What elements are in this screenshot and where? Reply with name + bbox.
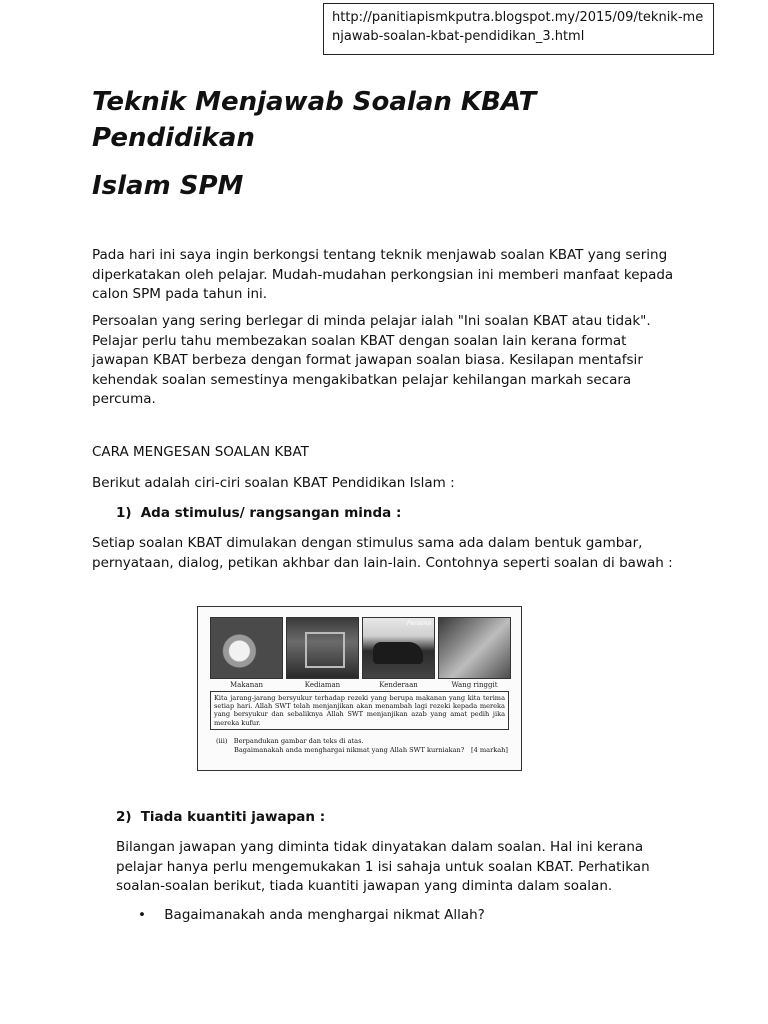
point-2-number: 2) (116, 809, 132, 825)
question-number: (iii) (216, 737, 228, 745)
second-paragraph: Persoalan yang sering berlegar di minda pelajar ialah "Ini soalan KBAT atau tidak". Pelajar perlu tahu membezakan soalan KBAT dengan soalan lain kerana format jawapan KBAT berbeza dengan format jawapan soalan biasa. Kesilapan mentafsir kehendak soalan semestinya mengakibatkan pelajar kehilangan markah secara percuma. (92, 313, 651, 407)
figure-passage: Kita jarang-jarang bersyukur terhadap rezeki yang berupa makanan yang kita terima setiap hari. Allah SWT telah menjanjikan akan menambah lagi rezeki kepada mereka yang bersyukur dan sebaliknya Allah SWT menjanjikan azab yang amat pedih jika mereka kufur. (210, 691, 509, 730)
point-2-heading (116, 808, 325, 827)
money-photo (438, 617, 511, 679)
figure-photos (210, 617, 511, 689)
section-intro: Berikut adalah ciri-ciri soalan KBAT Pendidikan Islam : (92, 475, 455, 491)
stimulus-figure (197, 606, 522, 771)
bullet-dot-icon: • (138, 907, 146, 923)
car-photo (362, 617, 435, 679)
intro-paragraph: Pada hari ini saya ingin berkongsi tentang teknik menjawab soalan KBAT yang sering diperkatakan oleh pelajar. Mudah-mudahan perkongsian ini memberi manfaat kepada calon SPM pada tahun ini. (92, 247, 674, 302)
figure-captions (210, 681, 511, 689)
car-photo-label: Persona (406, 620, 431, 627)
point-1-text: Setiap soalan KBAT dimulakan dengan stimulus sama ada dalam bentuk gambar, pernyataan, dialog, petikan akhbar dan lain-lain. Contohnya seperti soalan di bawah : (92, 535, 673, 571)
page-title-line-2: Islam SPM (92, 171, 244, 201)
page-title: Teknik Menjawab Soalan KBAT Pendidikan (92, 87, 537, 153)
point-2-text: Bilangan jawapan yang diminta tidak dinyatakan dalam soalan. Hal ini kerana pelajar hanya perlu mengemukakan 1 isi sahaja untuk soalan KBAT. Perhatikan soalan-soalan berikut, tiada kuantiti jawapan yang diminta dalam soalan. (116, 839, 650, 894)
point-1-label: Ada stimulus/ rangsangan minda : (140, 505, 402, 521)
bullet-item (138, 906, 485, 925)
section-heading: CARA MENGESAN SOALAN KBAT (92, 444, 309, 460)
point-1-number: 1) (116, 505, 132, 521)
food-photo (210, 617, 283, 679)
source-url-box[interactable]: http://panitiapismkputra.blogspot.my/2015/09/teknik-menjawab-soalan-kbat-pendidikan_3.html (323, 3, 714, 55)
house-photo (286, 617, 359, 679)
point-2-label: Tiada kuantiti jawapan : (140, 809, 326, 825)
question-line-1: Berpandukan gambar dan teks di atas. (233, 737, 364, 745)
caption-car: Kenderaan (379, 681, 418, 689)
caption-house: Kediaman (304, 681, 341, 689)
figure-question (216, 737, 508, 754)
bullet-item-text: Bagaimanakah anda menghargai nikmat Allah? (164, 907, 485, 923)
caption-money: Wang ringgit (451, 681, 498, 689)
question-line-2: Bagaimanakah anda menghargai nikmat yang Allah SWT kurniakan? (234, 745, 465, 754)
question-marks: [4 markah] (471, 745, 508, 754)
caption-food: Makanan (230, 681, 263, 689)
point-1-heading (116, 504, 401, 523)
